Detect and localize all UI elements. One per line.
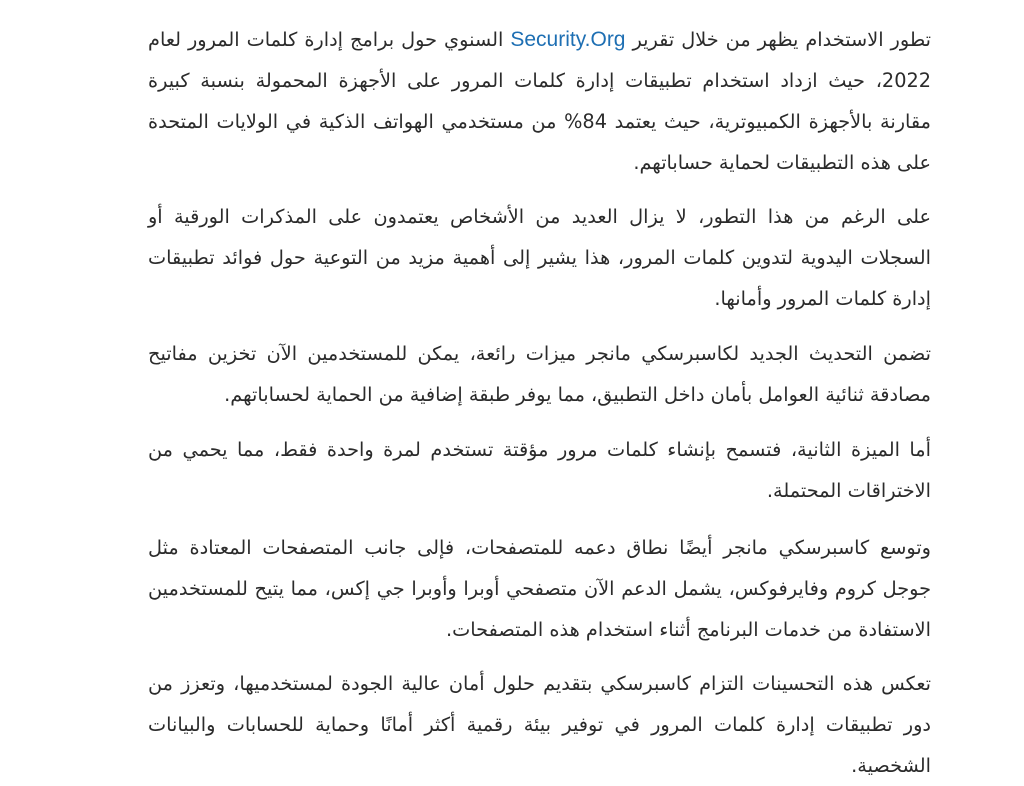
- paragraph-2: على الرغم من هذا التطور، لا يزال العديد من الأشخاص يعتمدون على المذكرات الورقية أو السجلات اليدوية لتدوين كلمات المرور، هذا يشير إلى أهمية مزيد من التوعية حول فوائد تطبيقات إدارة كلمات المرور وأمانها.: [148, 205, 931, 310]
- paragraph-6: تعكس هذه التحسينات التزام كاسبرسكي بتقديم حلول أمان عالية الجودة لمستخدميها، وتعزز من دور تطبيقات إدارة كلمات المرور في توفير بيئة رقمية أكثر أمانًا وحماية للحسابات والبيانات الشخصية.: [148, 672, 931, 777]
- paragraph-1-text-start: تطور الاستخدام يظهر من خلال تقرير: [632, 28, 931, 51]
- paragraph-1-text-end: السنوي حول برامج إدارة كلمات المرور لعام 2022، حيث ازداد استخدام تطبيقات إدارة كلمات المرور على الأجهزة المحمولة بنسبة كبيرة مقارنة بالأجهزة الكمبيوترية، حيث يعتمد 84% من مستخدمي الهواتف الذكية في الولايات المتحدة على هذه التطبيقات لحماية حساباتهم.: [148, 28, 931, 174]
- paragraph-5: وتوسع كاسبرسكي مانجر أيضًا نطاق دعمه للمتصفحات، فإلى جانب المتصفحات المعتادة مثل جوجل كروم وفايرفوكس، يشمل الدعم الآن متصفحي أوبرا وأوبرا جي إكس، مما يتيح للمستخدمين الاستفادة من خدمات البرنامج أثناء استخدام هذه المتصفحات.: [148, 536, 931, 641]
- paragraph-4: أما الميزة الثانية، فتسمح بإنشاء كلمات مرور مؤقتة تستخدم لمرة واحدة فقط، مما يحمي من الاختراقات المحتملة.: [148, 438, 931, 502]
- paragraph-1: [148, 19, 931, 183]
- security-org-link[interactable]: Security.Org: [510, 28, 626, 51]
- paragraph-3: تضمن التحديث الجديد لكاسبرسكي مانجر ميزات رائعة، يمكن للمستخدمين الآن تخزين مفاتيح مصادقة ثنائية العوامل بأمان داخل التطبيق، مما يوفر طبقة إضافية من الحماية لحساباتهم.: [148, 342, 931, 406]
